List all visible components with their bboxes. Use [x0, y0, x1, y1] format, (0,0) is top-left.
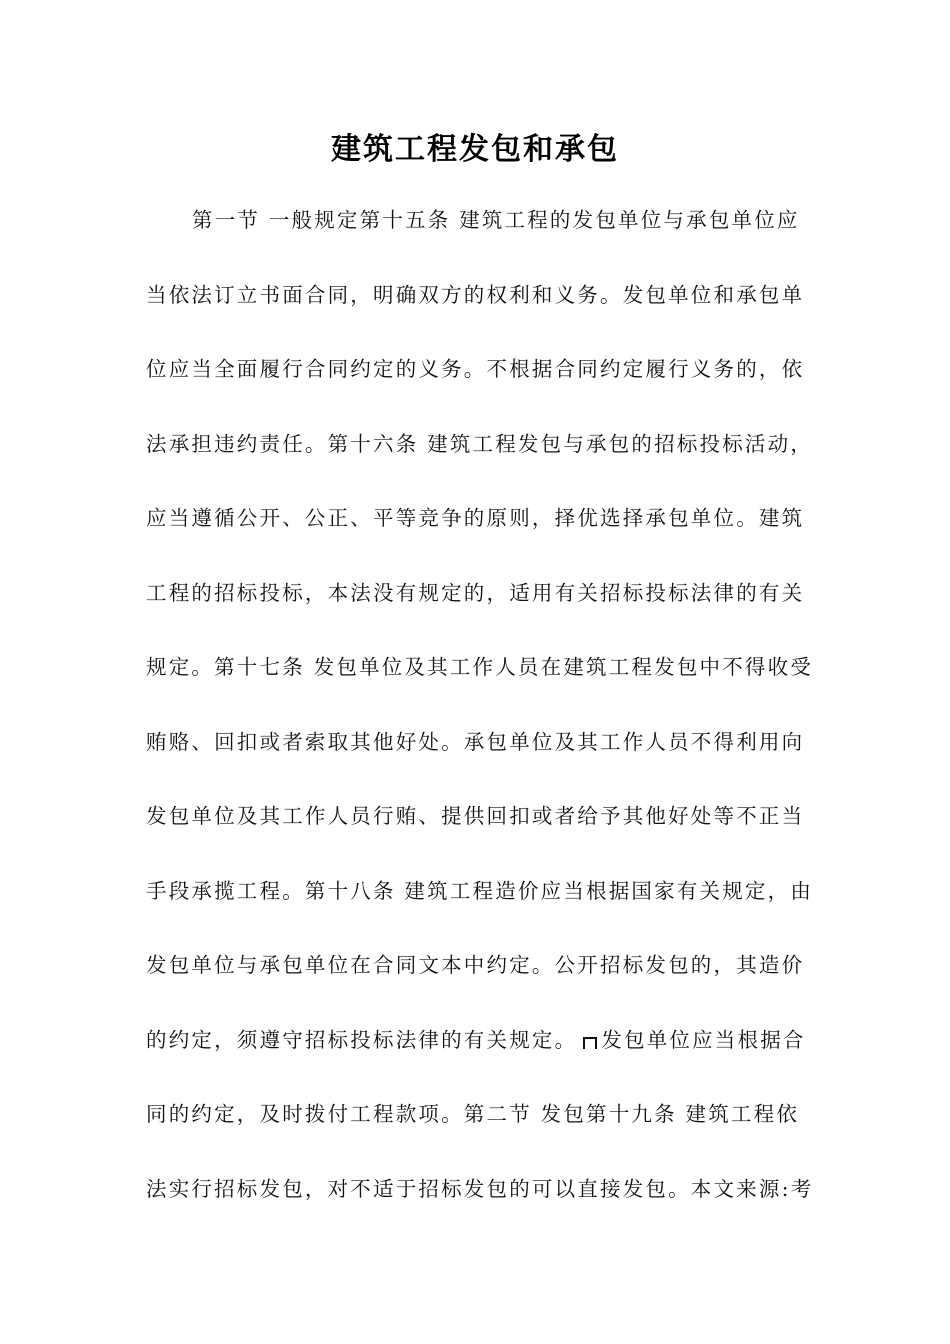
document-title: 建筑工程发包和承包: [331, 132, 619, 167]
body-line-7: 规定。第十七条 发包单位及其工作人员在建筑工程发包中不得收受: [146, 655, 814, 679]
body-line-12-tail: 发包单位应当根据合: [601, 1027, 806, 1052]
body-line-10: 手段承揽工程。第十八条 建筑工程造价应当根据国家有关规定，由: [146, 878, 814, 903]
body-line-4: 法承担违约责任。第十六条 建筑工程发包与承包的招标投标活动，: [146, 431, 814, 456]
body-line-14: 法实行招标发包，对不适于招标发包的可以直接发包。本文来源:考: [146, 1176, 814, 1201]
body-line-2: 当依法订立书面合同，明确双方的权利和义务。发包单位和承包单: [146, 282, 805, 307]
body-line-12: [146, 1020, 810, 1095]
document-body: [146, 200, 814, 1243]
body-line-13: 同的约定，及时拨付工程款项。第二节 发包第十九条 建筑工程依: [146, 1102, 800, 1126]
body-line-6: 工程的招标投标，本法没有规定的，适用有关招标投标法律的有关: [146, 580, 805, 605]
body-line-8: 贿赂、回扣或者索取其他好处。承包单位及其工作人员不得利用向: [146, 729, 805, 754]
body-line-12-head: 的约定，须遵守招标投标法律的有关规定。: [146, 1027, 578, 1052]
body-line-1: 第一节 一般规定第十五条 建筑工程的发包单位与承包单位应: [192, 208, 800, 232]
body-line-11: 发包单位与承包单位在合同文本中约定。公开招标发包的，其造价: [146, 953, 805, 977]
body-line-3: 位应当全面履行合同约定的义务。不根据合同约定履行义务的，依: [146, 357, 805, 381]
body-line-5: 应当遵循公开、公正、平等竞争的原则，择优选择承包单位。建筑: [146, 506, 805, 530]
body-line-9: 发包单位及其工作人员行贿、提供回扣或者给予其他好处等不正当: [146, 804, 805, 828]
glyph-mark-icon: [583, 1037, 597, 1049]
